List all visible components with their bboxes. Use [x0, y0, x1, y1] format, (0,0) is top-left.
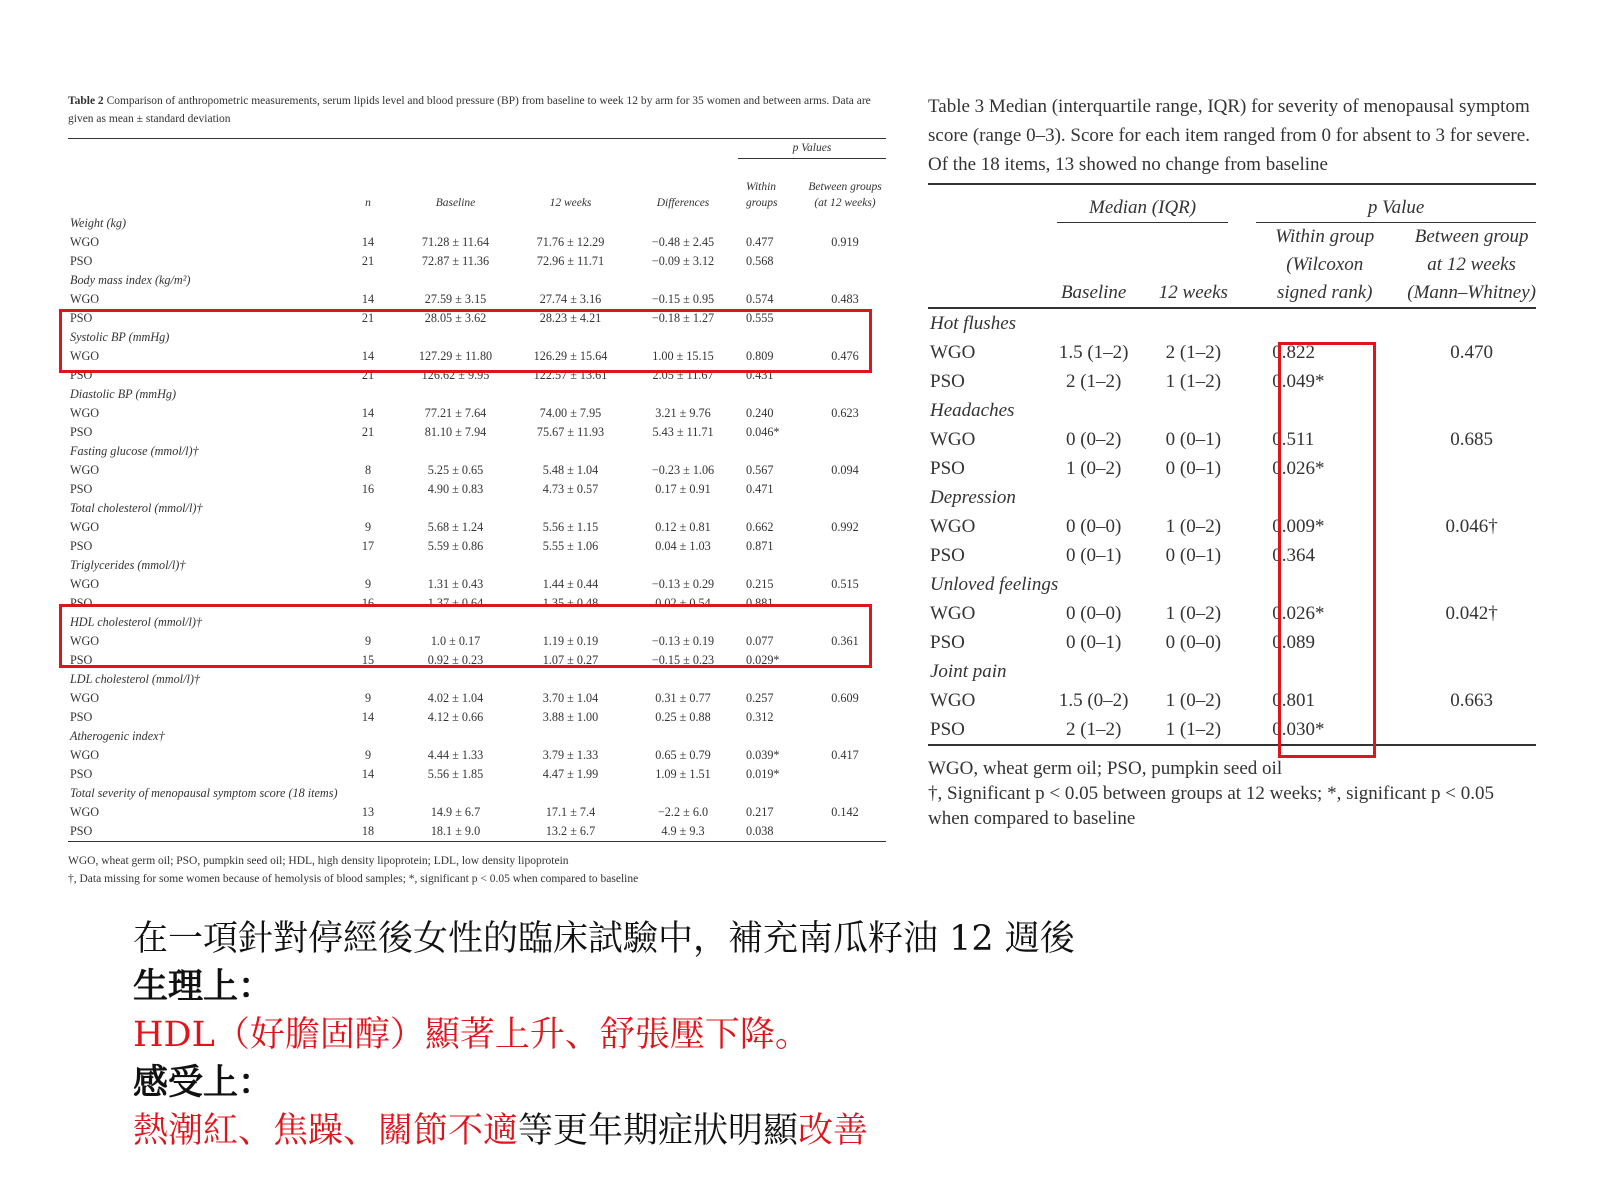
- table-3-caption: Table 3 Median (interquartile range, IQR) for severity of menopausal symptom score (range 0–3). Score for each item ranged from 0 for absent to 3 for severe. Of the 18 items, 13 showed no change from baseline: [928, 96, 1530, 175]
- t3-within-header: Within group (Wilcoxon signed rank): [1242, 223, 1407, 308]
- n-cell: 21: [361, 368, 375, 382]
- week12-cell: 17.1 ± 7.4: [545, 805, 596, 819]
- table-3-grid: [928, 183, 1536, 746]
- between-p-cell: 0.623: [831, 406, 859, 420]
- difference-cell: 1.00 ± 15.15: [652, 349, 714, 363]
- within-p-cell: 0.019*: [746, 767, 780, 781]
- week12-cell: 1 (0–2): [1165, 690, 1222, 711]
- summary-text: [133, 915, 1075, 1155]
- table-2-row: [68, 746, 886, 765]
- table-2-row: [68, 423, 886, 442]
- between-p-cell: [804, 252, 886, 271]
- between-p-cell: 0.515: [831, 577, 859, 591]
- arm-label: WGO: [930, 516, 976, 537]
- difference-cell: −0.48 ± 2.45: [651, 235, 715, 249]
- summary-perception-finding: [133, 1107, 1075, 1155]
- table-2-grid: [68, 138, 886, 842]
- baseline-cell: 0.92 ± 0.23: [427, 653, 484, 667]
- between-p-cell: 0.094: [831, 463, 859, 477]
- summary-symptoms-connector: 等更年期症狀明顯: [518, 1111, 799, 1151]
- difference-cell: 0.02 ± 0.54: [655, 596, 711, 610]
- category-label: Atherogenic index†: [70, 729, 165, 743]
- week12-cell: 1 (0–2): [1165, 603, 1222, 624]
- n-cell: 21: [361, 311, 375, 325]
- arm-label: WGO: [70, 748, 100, 762]
- arm-label: WGO: [70, 463, 100, 477]
- week12-cell: 4.47 ± 1.99: [542, 767, 599, 781]
- arm-label: WGO: [930, 690, 976, 711]
- within-p-cell: 0.822: [1272, 342, 1315, 363]
- week12-cell: 74.00 ± 7.95: [539, 406, 602, 420]
- baseline-cell: 77.21 ± 7.64: [424, 406, 487, 420]
- table-2-caption: [68, 92, 886, 128]
- baseline-cell: 14.9 ± 6.7: [430, 805, 481, 819]
- n-cell: 14: [361, 235, 375, 249]
- n-cell: 9: [364, 577, 372, 591]
- table-3-row: [928, 686, 1536, 715]
- week12-cell: 28.23 ± 4.21: [539, 311, 602, 325]
- table-3-row: [928, 425, 1536, 454]
- table-3-footnote-abbrev: WGO, wheat germ oil; PSO, pumpkin seed oil: [928, 758, 1283, 779]
- within-p-cell: 0.039*: [746, 748, 780, 762]
- week12-cell: 122.57 ± 13.61: [533, 368, 608, 382]
- table-2-row: [68, 233, 886, 252]
- baseline-cell: 1.37 ± 0.64: [427, 596, 484, 610]
- week12-cell: 0 (0–1): [1165, 429, 1222, 450]
- arm-label: WGO: [70, 406, 100, 420]
- between-p-cell: [1407, 628, 1536, 657]
- between-p-cell: 0.042†: [1445, 603, 1498, 624]
- difference-cell: −0.23 ± 1.06: [651, 463, 715, 477]
- baseline-cell: 0 (0–0): [1065, 603, 1122, 624]
- difference-cell: 5.43 ± 11.71: [652, 425, 714, 439]
- between-p-cell: 0.919: [831, 235, 859, 249]
- difference-cell: −0.13 ± 0.19: [651, 634, 715, 648]
- n-cell: 17: [361, 539, 375, 553]
- baseline-cell: 2 (1–2): [1065, 371, 1122, 392]
- baseline-cell: 126.62 ± 9.95: [421, 368, 490, 382]
- summary-perception-heading: 感受上：: [133, 1062, 274, 1103]
- within-p-cell: 0.431: [746, 368, 774, 382]
- table-2-row: [68, 575, 886, 594]
- arm-label: WGO: [930, 603, 976, 624]
- arm-label: WGO: [70, 634, 100, 648]
- table-2-category-row: [68, 784, 886, 803]
- category-label: HDL cholesterol (mmol/l)†: [70, 615, 203, 629]
- within-p-cell: 0.477: [746, 235, 774, 249]
- n-cell: 15: [361, 653, 375, 667]
- week12-cell: 0 (0–1): [1165, 545, 1222, 566]
- table-2-category-row: [68, 670, 886, 689]
- summary-physiological-heading: 生理上：: [133, 966, 274, 1007]
- difference-cell: 1.09 ± 1.51: [655, 767, 711, 781]
- table-3-row: [928, 541, 1536, 570]
- week12-cell: 0 (0–1): [1165, 458, 1222, 479]
- table-2-caption-text: Comparison of anthropometric measurements, serum lipids level and blood pressure (BP) from baseline to week 12 by arm for 35 women and between arms. Data are given as mean ± standard deviation: [68, 95, 871, 125]
- arm-label: WGO: [70, 805, 100, 819]
- n-cell: 21: [361, 254, 375, 268]
- between-p-cell: [804, 423, 886, 442]
- within-p-cell: 0.809: [746, 349, 774, 363]
- baseline-header: Baseline: [435, 197, 476, 209]
- arm-label: PSO: [70, 653, 93, 667]
- table-3-footnote-sig: †, Significant p < 0.05 between groups at 12 weeks; *, significant p < 0.05 when compared to baseline: [928, 783, 1495, 829]
- within-p-cell: 0.038: [738, 822, 804, 842]
- difference-cell: −0.13 ± 0.29: [651, 577, 715, 591]
- week12-cell: 27.74 ± 3.16: [539, 292, 602, 306]
- difference-cell: −0.15 ± 0.95: [651, 292, 715, 306]
- week12-cell: 71.76 ± 12.29: [536, 235, 605, 249]
- table-2-row: [68, 461, 886, 480]
- p-values-header: p Values: [738, 139, 886, 159]
- difference-cell: 3.21 ± 9.76: [655, 406, 711, 420]
- highlight-box-systolic-bp: [59, 309, 872, 373]
- category-label: Triglycerides (mmol/l)†: [70, 558, 186, 572]
- table-2-caption-label: Table 2: [68, 95, 104, 107]
- baseline-cell: 5.59 ± 0.86: [427, 539, 484, 553]
- category-label: Weight (kg): [70, 216, 127, 230]
- difference-cell: 4.9 ± 9.3: [628, 822, 738, 842]
- category-label: LDL cholesterol (mmol/l)†: [70, 672, 200, 686]
- category-label: Systolic BP (mmHg): [70, 330, 170, 344]
- arm-label: PSO: [70, 596, 93, 610]
- baseline-cell: 0 (0–1): [1065, 632, 1122, 653]
- table-3-row: [928, 512, 1536, 541]
- within-p-cell: 0.364: [1272, 545, 1315, 566]
- table-2-row: [68, 708, 886, 727]
- table-2-category-row: [68, 727, 886, 746]
- difference-cell: −0.18 ± 1.27: [651, 311, 715, 325]
- n-cell: 14: [361, 767, 375, 781]
- within-p-cell: 0.871: [746, 539, 774, 553]
- week12-cell: 75.67 ± 11.93: [536, 425, 605, 439]
- baseline-cell: 1 (0–2): [1065, 458, 1122, 479]
- difference-cell: 0.65 ± 0.79: [655, 748, 711, 762]
- week12-cell: 5.56 ± 1.15: [542, 520, 599, 534]
- within-p-cell: 0.574: [746, 292, 774, 306]
- within-p-cell: 0.662: [746, 520, 774, 534]
- within-p-cell: 0.026*: [1272, 603, 1325, 624]
- arm-label: PSO: [70, 710, 93, 724]
- table-2-row: [68, 290, 886, 309]
- baseline-cell: 1.0 ± 0.17: [430, 634, 481, 648]
- n-cell: 13: [361, 805, 375, 819]
- n-cell: 8: [364, 463, 372, 477]
- table-2-row: [68, 480, 886, 499]
- between-p-cell: 0.663: [1450, 690, 1493, 711]
- table-3-row: [928, 628, 1536, 657]
- table-2-footnote-abbrev: WGO, wheat germ oil; PSO, pumpkin seed oil; HDL, high density lipoprotein; LDL, low density lipoprotein: [68, 855, 569, 867]
- baseline-cell: 1.5 (1–2): [1058, 342, 1129, 363]
- arm-label: PSO: [70, 482, 93, 496]
- summary-symptoms: 熱潮紅、焦躁、關節不適: [133, 1111, 519, 1151]
- table-2-category-row: [68, 385, 886, 404]
- symptom-label: Joint pain: [930, 661, 1007, 682]
- baseline-cell: 0 (0–1): [1065, 545, 1122, 566]
- between-p-cell: 0.142: [831, 805, 859, 819]
- between-p-cell: [804, 822, 886, 842]
- week12-cell: 72.96 ± 11.71: [536, 254, 605, 268]
- arm-label: WGO: [930, 342, 976, 363]
- table-3-row: [928, 454, 1536, 483]
- category-label: Total severity of menopausal symptom score (18 items): [70, 786, 338, 800]
- week12-cell: 1.35 ± 0.48: [542, 596, 599, 610]
- n-cell: 16: [361, 482, 375, 496]
- category-label: Total cholesterol (mmol/l)†: [70, 501, 203, 515]
- table-3-footnotes: [928, 756, 1536, 831]
- arm-label: PSO: [928, 715, 1043, 745]
- p-value-header: p Value: [1256, 193, 1536, 223]
- symptom-label: Headaches: [930, 400, 1015, 421]
- week12-header: 12 weeks: [549, 197, 592, 209]
- table-3-category-row: [928, 657, 1536, 686]
- symptom-label: Unloved feelings: [930, 574, 1059, 595]
- week12-cell: 5.55 ± 1.06: [542, 539, 599, 553]
- n-cell: 14: [361, 349, 375, 363]
- between-p-cell: [1407, 367, 1536, 396]
- between-p-cell: [804, 765, 886, 784]
- n-cell: 14: [361, 406, 375, 420]
- within-p-cell: 0.801: [1272, 690, 1315, 711]
- median-iqr-header: Median (IQR): [1057, 193, 1228, 223]
- within-groups-header: Within groups: [746, 181, 778, 209]
- baseline-cell: 4.90 ± 0.83: [427, 482, 484, 496]
- baseline-cell: 81.10 ± 7.94: [424, 425, 487, 439]
- baseline-cell: 27.59 ± 3.15: [424, 292, 487, 306]
- table-3: [928, 92, 1536, 831]
- table-2-row: [68, 537, 886, 556]
- arm-label: PSO: [930, 458, 965, 479]
- difference-cell: −0.15 ± 0.23: [651, 653, 715, 667]
- between-p-cell: 0.992: [831, 520, 859, 534]
- baseline-cell: 4.44 ± 1.33: [427, 748, 484, 762]
- arm-label: PSO: [70, 425, 93, 439]
- table-2-row: [68, 689, 886, 708]
- baseline-cell: 5.56 ± 1.85: [427, 767, 484, 781]
- baseline-cell: 5.68 ± 1.24: [427, 520, 484, 534]
- between-p-cell: 0.046†: [1445, 516, 1498, 537]
- table-3-category-row: [928, 308, 1536, 338]
- week12-cell: 4.73 ± 0.57: [542, 482, 599, 496]
- category-label: Diastolic BP (mmHg): [70, 387, 177, 401]
- t3-between-header: Between group at 12 weeks (Mann–Whitney): [1407, 223, 1536, 308]
- n-header: n: [365, 197, 371, 209]
- between-p-cell: [1407, 715, 1536, 745]
- n-cell: 18: [338, 822, 398, 842]
- arm-label: PSO: [930, 545, 965, 566]
- within-p-cell: 0.030*: [1242, 715, 1407, 745]
- between-p-cell: 0.476: [831, 349, 859, 363]
- between-groups-header: Between groups (at 12 weeks): [808, 181, 882, 209]
- n-cell: 21: [361, 425, 375, 439]
- between-p-cell: [804, 480, 886, 499]
- within-p-cell: 0.511: [1272, 429, 1315, 450]
- within-p-cell: 0.240: [746, 406, 774, 420]
- within-p-cell: 0.257: [746, 691, 774, 705]
- between-p-cell: [1407, 541, 1536, 570]
- baseline-cell: 4.12 ± 0.66: [427, 710, 484, 724]
- between-p-cell: 0.483: [831, 292, 859, 306]
- differences-header: Differences: [656, 197, 710, 209]
- difference-cell: 2.05 ± 11.67: [652, 368, 714, 382]
- summary-physiological-finding: HDL（好膽固醇）顯著上升、舒張壓下降。: [133, 1015, 810, 1055]
- week12-cell: 1 (1–2): [1165, 371, 1222, 392]
- within-p-cell: 0.568: [746, 254, 774, 268]
- baseline-cell: 1.5 (0–2): [1058, 690, 1129, 711]
- between-p-cell: 0.417: [831, 748, 859, 762]
- week12-cell: 3.88 ± 1.00: [542, 710, 599, 724]
- table-3-category-row: [928, 396, 1536, 425]
- arm-label: PSO: [68, 822, 338, 842]
- between-p-cell: [804, 537, 886, 556]
- table-3-row: [928, 715, 1536, 745]
- arm-label: PSO: [70, 254, 93, 268]
- week12-cell: 3.79 ± 1.33: [542, 748, 599, 762]
- within-p-cell: 0.046*: [746, 425, 780, 439]
- table-3-row: [928, 338, 1536, 367]
- t3-week12-header: 12 weeks: [1144, 223, 1242, 308]
- between-p-cell: 0.609: [831, 691, 859, 705]
- table-2-category-row: [68, 271, 886, 290]
- arm-label: PSO: [70, 767, 93, 781]
- baseline-cell: 1.31 ± 0.43: [427, 577, 484, 591]
- within-p-cell: 0.029*: [746, 653, 780, 667]
- week12-cell: 3.70 ± 1.04: [542, 691, 599, 705]
- arm-label: PSO: [930, 371, 965, 392]
- week12-cell: 1 (0–2): [1165, 516, 1222, 537]
- baseline-cell: 4.02 ± 1.04: [427, 691, 484, 705]
- difference-cell: 0.25 ± 0.88: [655, 710, 711, 724]
- n-cell: 9: [364, 634, 372, 648]
- baseline-cell: 127.29 ± 11.80: [418, 349, 493, 363]
- difference-cell: −0.09 ± 3.12: [651, 254, 715, 268]
- table-2-row: [68, 252, 886, 271]
- table-2-category-row: [68, 499, 886, 518]
- table-2-row: [68, 404, 886, 423]
- difference-cell: 0.04 ± 1.03: [655, 539, 711, 553]
- table-3-row: [928, 599, 1536, 628]
- week12-cell: 1.19 ± 0.19: [542, 634, 599, 648]
- arm-label: WGO: [70, 235, 100, 249]
- baseline-cell: 28.05 ± 3.62: [424, 311, 487, 325]
- n-cell: 9: [364, 520, 372, 534]
- n-cell: 16: [361, 596, 375, 610]
- within-p-cell: 0.089: [1272, 632, 1315, 653]
- week12-cell: 1.07 ± 0.27: [542, 653, 599, 667]
- difference-cell: 0.17 ± 0.91: [655, 482, 711, 496]
- within-p-cell: 0.009*: [1272, 516, 1325, 537]
- difference-cell: 0.31 ± 0.77: [655, 691, 711, 705]
- table-2-row: [68, 803, 886, 822]
- arm-label: WGO: [70, 691, 100, 705]
- symptom-label: Depression: [930, 487, 1016, 508]
- baseline-cell: 2 (1–2): [1043, 715, 1145, 745]
- table-2-category-row: [68, 214, 886, 233]
- week12-cell: 13.2 ± 6.7: [513, 822, 628, 842]
- table-2-footnotes: [68, 852, 886, 888]
- table-2-row: [68, 765, 886, 784]
- arm-label: PSO: [930, 632, 965, 653]
- t3-baseline-header: Baseline: [1043, 223, 1145, 308]
- table-2-footnote-sig: †, Data missing for some women because of hemolysis of blood samples; *, significant p < 0.05 when compared to baseline: [68, 873, 639, 885]
- arm-label: WGO: [70, 577, 100, 591]
- within-p-cell: 0.881: [746, 596, 774, 610]
- arm-label: WGO: [70, 349, 100, 363]
- highlight-box-hdl-cholesterol: [59, 604, 872, 668]
- table-3-category-row: [928, 483, 1536, 512]
- baseline-cell: 0 (0–2): [1065, 429, 1122, 450]
- baseline-cell: 18.1 ± 9.0: [398, 822, 513, 842]
- baseline-cell: 0 (0–0): [1065, 516, 1122, 537]
- within-p-cell: 0.567: [746, 463, 774, 477]
- n-cell: 9: [364, 691, 372, 705]
- within-p-cell: 0.312: [746, 710, 774, 724]
- n-cell: 9: [364, 748, 372, 762]
- arm-label: WGO: [70, 520, 100, 534]
- week12-cell: 0 (0–0): [1165, 632, 1222, 653]
- highlight-box-within-group-pvalues: [1278, 342, 1376, 758]
- summary-improve: 改善: [798, 1111, 869, 1151]
- between-p-cell: 0.470: [1450, 342, 1493, 363]
- within-p-cell: 0.217: [746, 805, 774, 819]
- table-2-row: [68, 518, 886, 537]
- table-2: [68, 92, 886, 888]
- week12-cell: 126.29 ± 15.64: [533, 349, 608, 363]
- n-cell: 14: [361, 710, 375, 724]
- within-p-cell: 0.049*: [1272, 371, 1325, 392]
- baseline-cell: 72.87 ± 11.36: [421, 254, 490, 268]
- week12-cell: 5.48 ± 1.04: [542, 463, 599, 477]
- table-3-row: [928, 367, 1536, 396]
- arm-label: PSO: [70, 368, 93, 382]
- difference-cell: −2.2 ± 6.0: [657, 805, 709, 819]
- table-2-category-row: [68, 442, 886, 461]
- arm-label: PSO: [70, 539, 93, 553]
- between-p-cell: [804, 708, 886, 727]
- baseline-cell: 71.28 ± 11.64: [421, 235, 490, 249]
- table-3-category-row: [928, 570, 1536, 599]
- within-p-cell: 0.215: [746, 577, 774, 591]
- between-p-cell: 0.685: [1450, 429, 1493, 450]
- summary-intro: 在一項針對停經後女性的臨床試驗中，補充南瓜籽油 12 週後: [133, 919, 1075, 959]
- week12-cell: 1.44 ± 0.44: [542, 577, 599, 591]
- arm-label: WGO: [70, 292, 100, 306]
- between-p-cell: 0.361: [831, 634, 859, 648]
- n-cell: 14: [361, 292, 375, 306]
- within-p-cell: 0.026*: [1272, 458, 1325, 479]
- category-label: Fasting glucose (mmol/l)†: [70, 444, 199, 458]
- within-p-cell: 0.077: [746, 634, 774, 648]
- table-3-body: [928, 308, 1536, 745]
- difference-cell: 0.12 ± 0.81: [655, 520, 711, 534]
- within-p-cell: 0.555: [746, 311, 774, 325]
- arm-label: PSO: [70, 311, 93, 325]
- week12-cell: 2 (1–2): [1165, 342, 1222, 363]
- table-2-category-row: [68, 556, 886, 575]
- symptom-label: Hot flushes: [930, 313, 1017, 334]
- within-p-cell: 0.471: [746, 482, 774, 496]
- week12-cell: 1 (1–2): [1144, 715, 1242, 745]
- between-p-cell: [1407, 454, 1536, 483]
- category-label: Body mass index (kg/m²): [70, 273, 191, 287]
- arm-label: WGO: [930, 429, 976, 450]
- baseline-cell: 5.25 ± 0.65: [427, 463, 484, 477]
- table-2-row: [68, 822, 886, 842]
